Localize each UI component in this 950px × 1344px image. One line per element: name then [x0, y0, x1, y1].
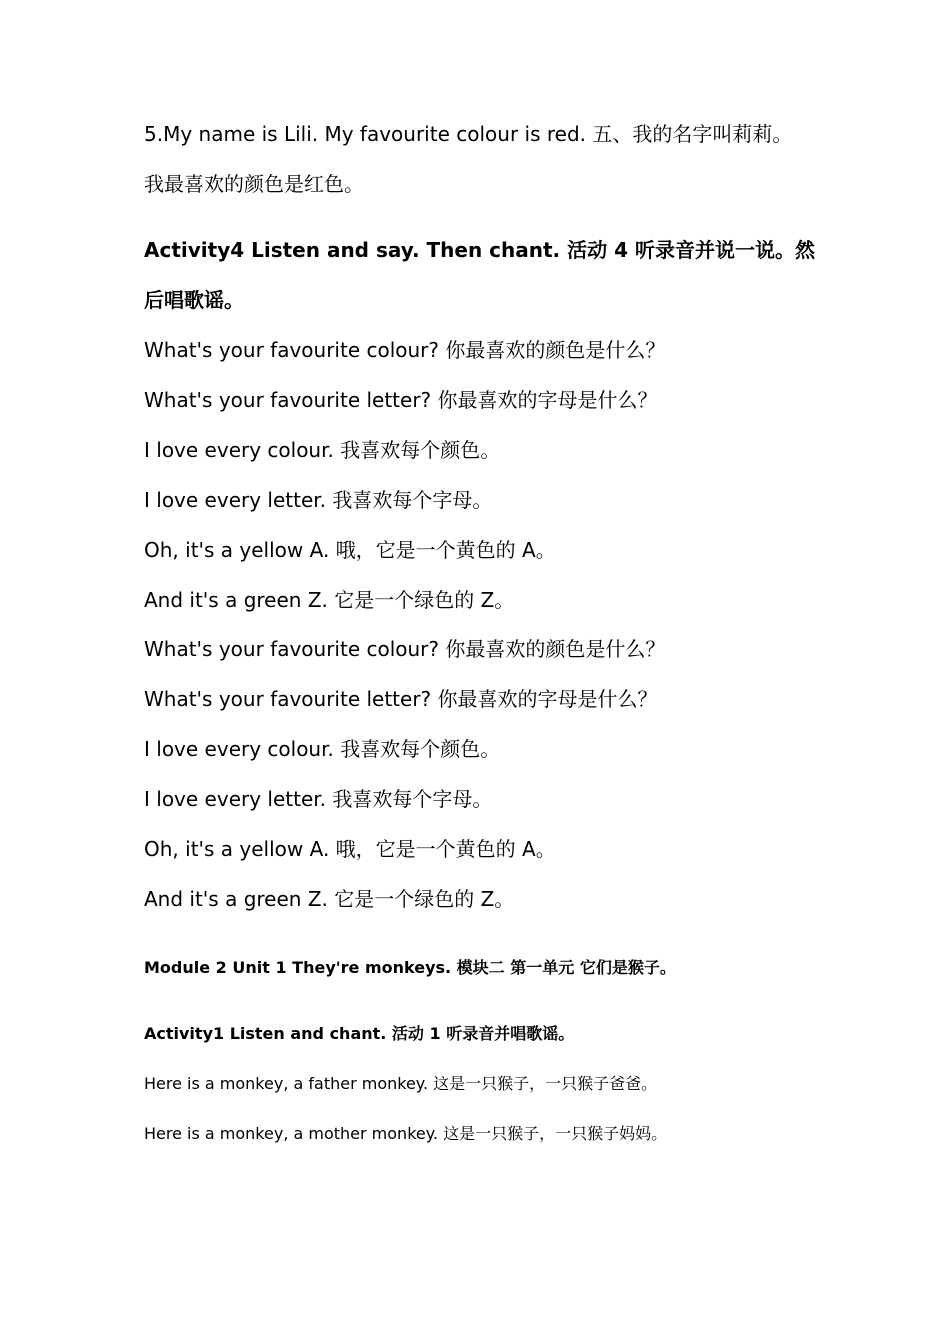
chant-line: What's your favourite letter? 你最喜欢的字母是什么？	[144, 687, 658, 711]
activity4-heading-line-2: 后唱歌谣。	[144, 288, 244, 312]
intro-line-1: 5.My name is Lili. My favourite colour is red. 五、我的名字叫莉莉。	[144, 122, 793, 146]
chant-line: I love every letter. 我喜欢每个字母。	[144, 488, 493, 512]
module2-chant-line: Here is a monkey, a mother monkey. 这是一只猴子，一只猴子妈妈。	[144, 1124, 668, 1143]
chant-line: I love every colour. 我喜欢每个颜色。	[144, 737, 501, 761]
chant-line: Oh, it's a yellow A. 哦，它是一个黄色的 A。	[144, 538, 556, 562]
module2-title: Module 2 Unit 1 They're monkeys. 模块二 第一单元 它们是猴子。	[144, 958, 676, 977]
activity4-heading-line-1: Activity4 Listen and say. Then chant. 活动 4 听录音并说一说。然	[144, 238, 815, 262]
chant-line: What's your favourite colour? 你最喜欢的颜色是什么？	[144, 338, 666, 362]
module2-chant-line: Here is a monkey, a father monkey. 这是一只猴子，一只猴子爸爸。	[144, 1074, 658, 1093]
module2-activity1-heading: Activity1 Listen and chant. 活动 1 听录音并唱歌谣。	[144, 1024, 575, 1043]
intro-line-2: 我最喜欢的颜色是红色。	[144, 172, 364, 196]
chant-line: I love every letter. 我喜欢每个字母。	[144, 787, 493, 811]
chant-line: I love every colour. 我喜欢每个颜色。	[144, 438, 501, 462]
chant-line: What's your favourite letter? 你最喜欢的字母是什么？	[144, 388, 658, 412]
chant-line: What's your favourite colour? 你最喜欢的颜色是什么？	[144, 637, 666, 661]
chant-line: Oh, it's a yellow A. 哦，它是一个黄色的 A。	[144, 837, 556, 861]
chant-line: And it's a green Z. 它是一个绿色的 Z。	[144, 588, 515, 612]
chant-line: And it's a green Z. 它是一个绿色的 Z。	[144, 887, 515, 911]
